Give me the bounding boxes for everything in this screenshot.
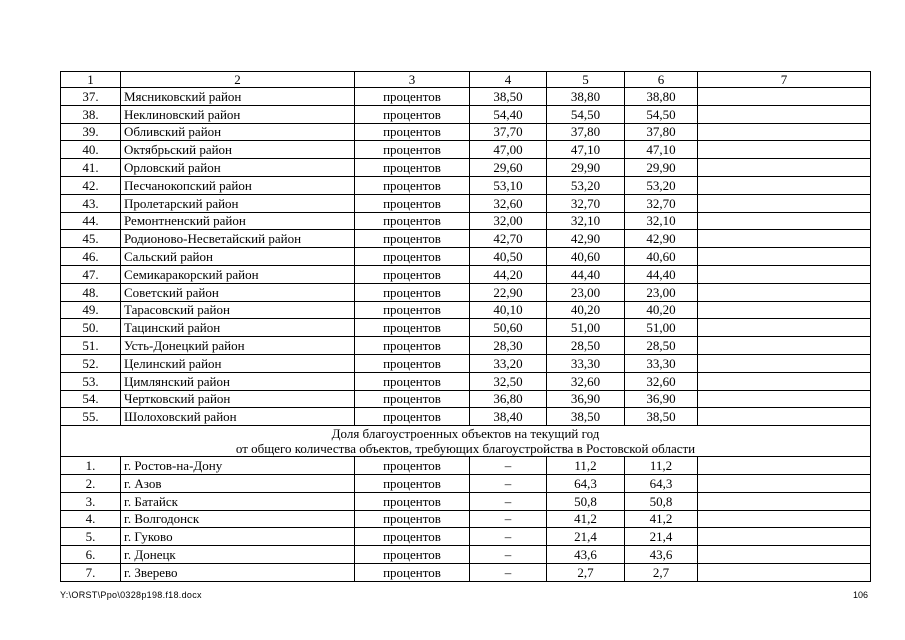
cell-v5: 32,70: [547, 194, 625, 212]
cell-v6: 40,60: [625, 248, 698, 266]
city-row: [61, 457, 871, 475]
cell-v6: 41,2: [625, 510, 698, 528]
cell-v5: 54,50: [547, 105, 625, 123]
cell-v5: 32,60: [547, 372, 625, 390]
cell-v7: [698, 176, 871, 194]
cell-unit: процентов: [355, 319, 470, 337]
city-row: [61, 563, 871, 581]
cell-num: 1.: [61, 457, 121, 475]
cell-unit: процентов: [355, 301, 470, 319]
cell-v4: 47,00: [470, 141, 547, 159]
cell-v5: 28,50: [547, 337, 625, 355]
cell-name: г. Зверево: [121, 563, 355, 581]
city-row: [61, 474, 871, 492]
cell-num: 48.: [61, 283, 121, 301]
cell-v7: [698, 457, 871, 475]
cell-unit: процентов: [355, 105, 470, 123]
cell-num: 49.: [61, 301, 121, 319]
city-row: [61, 510, 871, 528]
col-header-1: 1: [61, 72, 121, 88]
cell-v7: [698, 283, 871, 301]
cell-unit: процентов: [355, 372, 470, 390]
cell-v7: [698, 301, 871, 319]
cell-name: Тарасовский район: [121, 301, 355, 319]
cell-v5: 33,30: [547, 354, 625, 372]
cell-unit: процентов: [355, 528, 470, 546]
cell-unit: процентов: [355, 354, 470, 372]
cell-name: Шолоховский район: [121, 408, 355, 426]
cell-v6: 54,50: [625, 105, 698, 123]
indicator-table: [60, 71, 871, 582]
cell-v4: –: [470, 528, 547, 546]
cell-v5: 2,7: [547, 563, 625, 581]
page-number: 106: [852, 590, 868, 600]
cell-name: Ремонтненский район: [121, 212, 355, 230]
column-number-row: [61, 72, 871, 88]
cell-name: Тацинский район: [121, 319, 355, 337]
cell-name: Чертковский район: [121, 390, 355, 408]
cell-name: Неклиновский район: [121, 105, 355, 123]
cell-v4: –: [470, 457, 547, 475]
cell-num: 47.: [61, 265, 121, 283]
cell-name: Цимлянский район: [121, 372, 355, 390]
cell-v7: [698, 194, 871, 212]
col-header-2: 2: [121, 72, 355, 88]
cell-v5: 53,20: [547, 176, 625, 194]
cell-num: 53.: [61, 372, 121, 390]
cell-v5: 37,80: [547, 123, 625, 141]
cell-v5: 40,60: [547, 248, 625, 266]
section-heading-line-2: от общего количества объектов, требующих благоустройства в Ростовской области: [235, 441, 696, 457]
district-row: [61, 319, 871, 337]
cell-v7: [698, 105, 871, 123]
cell-v4: 40,10: [470, 301, 547, 319]
cell-num: 6.: [61, 546, 121, 564]
cell-v4: 32,60: [470, 194, 547, 212]
city-row: [61, 546, 871, 564]
cell-num: 4.: [61, 510, 121, 528]
cell-v6: 36,90: [625, 390, 698, 408]
cell-v4: –: [470, 492, 547, 510]
cell-v4: –: [470, 546, 547, 564]
cell-v7: [698, 319, 871, 337]
cell-v4: 33,20: [470, 354, 547, 372]
cell-unit: процентов: [355, 337, 470, 355]
cell-unit: процентов: [355, 265, 470, 283]
cell-v5: 42,90: [547, 230, 625, 248]
cell-v7: [698, 408, 871, 426]
cell-v4: 38,40: [470, 408, 547, 426]
cell-v4: 28,30: [470, 337, 547, 355]
cell-v6: 37,80: [625, 123, 698, 141]
cell-name: Орловский район: [121, 159, 355, 177]
district-row: [61, 248, 871, 266]
cell-unit: процентов: [355, 390, 470, 408]
cell-name: Октябрьский район: [121, 141, 355, 159]
cell-v6: 33,30: [625, 354, 698, 372]
cell-v5: 29,90: [547, 159, 625, 177]
cell-v6: 23,00: [625, 283, 698, 301]
cell-v4: 32,00: [470, 212, 547, 230]
district-row: [61, 123, 871, 141]
district-row: [61, 408, 871, 426]
cell-name: г. Гуково: [121, 528, 355, 546]
cell-num: 40.: [61, 141, 121, 159]
cell-unit: процентов: [355, 457, 470, 475]
district-row: [61, 88, 871, 106]
district-row: [61, 265, 871, 283]
cell-num: 45.: [61, 230, 121, 248]
cell-v4: –: [470, 510, 547, 528]
cell-name: Родионово-Несветайский район: [121, 230, 355, 248]
file-path-footer: Y:\ORST\Ppo\0328p198.f18.docx: [60, 590, 202, 600]
cell-v7: [698, 563, 871, 581]
cell-unit: процентов: [355, 408, 470, 426]
cell-v5: 38,80: [547, 88, 625, 106]
cell-v6: 43,6: [625, 546, 698, 564]
district-row: [61, 212, 871, 230]
cell-v5: 11,2: [547, 457, 625, 475]
cell-v4: 22,90: [470, 283, 547, 301]
cell-num: 55.: [61, 408, 121, 426]
cell-v7: [698, 390, 871, 408]
district-row: [61, 105, 871, 123]
cell-v6: 32,70: [625, 194, 698, 212]
cell-unit: процентов: [355, 474, 470, 492]
cell-v4: 32,50: [470, 372, 547, 390]
cell-v5: 44,40: [547, 265, 625, 283]
cell-v5: 64,3: [547, 474, 625, 492]
cell-num: 37.: [61, 88, 121, 106]
cell-v5: 36,90: [547, 390, 625, 408]
cell-unit: процентов: [355, 248, 470, 266]
cell-v7: [698, 230, 871, 248]
city-row: [61, 528, 871, 546]
cell-name: г. Батайск: [121, 492, 355, 510]
cell-unit: процентов: [355, 492, 470, 510]
cell-v4: 54,40: [470, 105, 547, 123]
cell-v6: 51,00: [625, 319, 698, 337]
cell-unit: процентов: [355, 123, 470, 141]
cell-v7: [698, 141, 871, 159]
col-header-7: 7: [698, 72, 871, 88]
cell-unit: процентов: [355, 159, 470, 177]
cell-name: Сальский район: [121, 248, 355, 266]
section-heading-line-1: Доля благоустроенных объектов на текущий год: [331, 426, 600, 442]
cell-num: 38.: [61, 105, 121, 123]
cell-v5: 43,6: [547, 546, 625, 564]
cell-v5: 47,10: [547, 141, 625, 159]
district-row: [61, 283, 871, 301]
cell-unit: процентов: [355, 510, 470, 528]
cell-v7: [698, 212, 871, 230]
cell-v7: [698, 248, 871, 266]
district-row: [61, 354, 871, 372]
cell-v5: 21,4: [547, 528, 625, 546]
cell-v5: 23,00: [547, 283, 625, 301]
cell-v6: 21,4: [625, 528, 698, 546]
cell-v7: [698, 528, 871, 546]
cell-unit: процентов: [355, 283, 470, 301]
cell-name: Советский район: [121, 283, 355, 301]
cell-num: 2.: [61, 474, 121, 492]
cell-unit: процентов: [355, 194, 470, 212]
cell-v7: [698, 492, 871, 510]
cell-num: 52.: [61, 354, 121, 372]
cell-num: 41.: [61, 159, 121, 177]
district-row: [61, 390, 871, 408]
cell-num: 46.: [61, 248, 121, 266]
cell-v5: 40,20: [547, 301, 625, 319]
cell-v7: [698, 337, 871, 355]
cell-v6: 47,10: [625, 141, 698, 159]
cell-v5: 32,10: [547, 212, 625, 230]
cell-v7: [698, 510, 871, 528]
cell-v6: 42,90: [625, 230, 698, 248]
col-header-3: 3: [355, 72, 470, 88]
cell-v4: 36,80: [470, 390, 547, 408]
col-header-4: 4: [470, 72, 547, 88]
cell-name: Семикаракорский район: [121, 265, 355, 283]
cell-v4: 37,70: [470, 123, 547, 141]
cell-v6: 32,60: [625, 372, 698, 390]
cell-unit: процентов: [355, 88, 470, 106]
cell-unit: процентов: [355, 230, 470, 248]
cell-v5: 51,00: [547, 319, 625, 337]
cell-v5: 50,8: [547, 492, 625, 510]
cell-unit: процентов: [355, 212, 470, 230]
cell-num: 51.: [61, 337, 121, 355]
cell-v7: [698, 88, 871, 106]
cell-unit: процентов: [355, 563, 470, 581]
district-row: [61, 176, 871, 194]
cell-v4: 44,20: [470, 265, 547, 283]
cell-v6: 29,90: [625, 159, 698, 177]
cell-v6: 11,2: [625, 457, 698, 475]
cell-unit: процентов: [355, 141, 470, 159]
cell-v6: 64,3: [625, 474, 698, 492]
cell-v6: 38,50: [625, 408, 698, 426]
cell-v7: [698, 354, 871, 372]
city-row: [61, 492, 871, 510]
district-row: [61, 159, 871, 177]
cell-v6: 28,50: [625, 337, 698, 355]
cell-name: г. Ростов-на-Дону: [121, 457, 355, 475]
cell-name: Пролетарский район: [121, 194, 355, 212]
district-row: [61, 337, 871, 355]
cell-v4: 42,70: [470, 230, 547, 248]
cell-num: 5.: [61, 528, 121, 546]
cell-num: 54.: [61, 390, 121, 408]
cell-num: 7.: [61, 563, 121, 581]
cell-unit: процентов: [355, 546, 470, 564]
cell-name: Целинский район: [121, 354, 355, 372]
cell-v4: 38,50: [470, 88, 547, 106]
cell-v6: 44,40: [625, 265, 698, 283]
section-heading-row: [61, 426, 871, 457]
cell-v4: –: [470, 563, 547, 581]
cell-num: 43.: [61, 194, 121, 212]
district-row: [61, 141, 871, 159]
cell-v7: [698, 546, 871, 564]
cell-v6: 38,80: [625, 88, 698, 106]
district-row: [61, 230, 871, 248]
cell-num: 44.: [61, 212, 121, 230]
cell-v6: 2,7: [625, 563, 698, 581]
col-header-6: 6: [625, 72, 698, 88]
cell-v7: [698, 123, 871, 141]
cell-v6: 40,20: [625, 301, 698, 319]
cell-v5: 41,2: [547, 510, 625, 528]
cell-v4: 29,60: [470, 159, 547, 177]
cell-name: Обливский район: [121, 123, 355, 141]
cell-name: Мясниковский район: [121, 88, 355, 106]
section-heading: [61, 426, 871, 457]
cell-v7: [698, 159, 871, 177]
cell-v7: [698, 474, 871, 492]
cell-v5: 38,50: [547, 408, 625, 426]
cell-v4: 40,50: [470, 248, 547, 266]
cell-v4: –: [470, 474, 547, 492]
cell-name: Песчанокопский район: [121, 176, 355, 194]
district-row: [61, 372, 871, 390]
cell-v4: 53,10: [470, 176, 547, 194]
cell-num: 3.: [61, 492, 121, 510]
cell-v6: 53,20: [625, 176, 698, 194]
cell-name: г. Донецк: [121, 546, 355, 564]
cell-num: 50.: [61, 319, 121, 337]
district-row: [61, 301, 871, 319]
cell-num: 39.: [61, 123, 121, 141]
cell-name: г. Волгодонск: [121, 510, 355, 528]
district-row: [61, 194, 871, 212]
cell-num: 42.: [61, 176, 121, 194]
cell-name: Усть-Донецкий район: [121, 337, 355, 355]
cell-v7: [698, 372, 871, 390]
cell-v6: 32,10: [625, 212, 698, 230]
cell-unit: процентов: [355, 176, 470, 194]
col-header-5: 5: [547, 72, 625, 88]
cell-v4: 50,60: [470, 319, 547, 337]
cell-v6: 50,8: [625, 492, 698, 510]
cell-name: г. Азов: [121, 474, 355, 492]
cell-v7: [698, 265, 871, 283]
